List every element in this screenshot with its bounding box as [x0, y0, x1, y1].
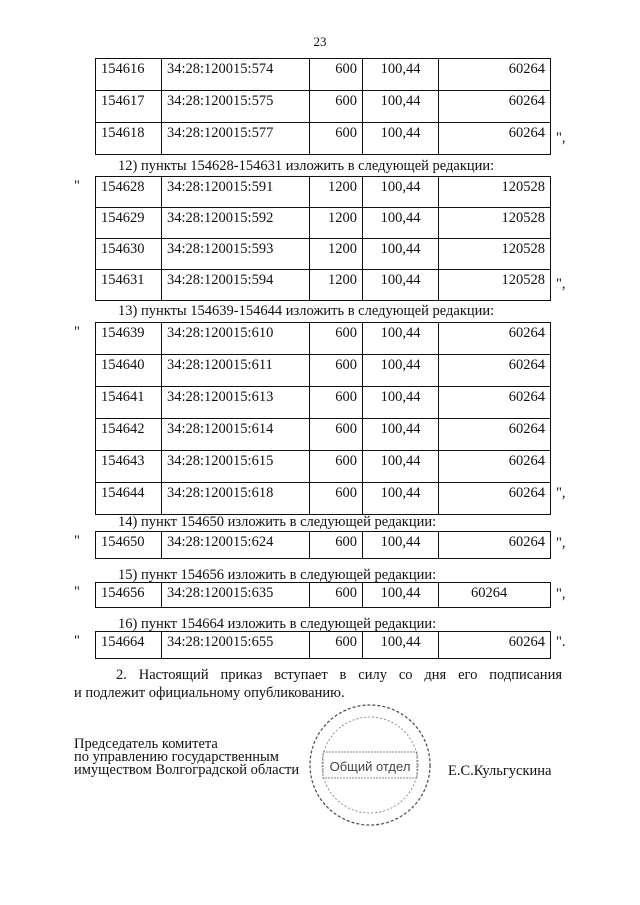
cadastral-value-cell: 120528 [439, 208, 551, 239]
cadastral-value-cell: 60264 [439, 123, 551, 155]
area-cell: 600 [310, 532, 363, 559]
table-row [96, 632, 551, 659]
cadastral-number-cell: 34:28:120015:611 [162, 355, 310, 387]
cadastral-value-cell: 60264 [439, 632, 551, 659]
cadastral-value-cell: 60264 [439, 583, 551, 608]
row-number-cell: 154642 [96, 419, 162, 451]
table-row [96, 451, 551, 483]
specific-value-cell: 100,44 [363, 239, 439, 270]
area-cell: 600 [310, 123, 363, 155]
stamp-seal [305, 700, 435, 830]
cadastral-number-cell: 34:28:120015:594 [162, 270, 310, 301]
signature-title [74, 738, 299, 777]
cadastral-number-cell: 34:28:120015:574 [162, 59, 310, 91]
table-row [96, 59, 551, 91]
table-row [96, 323, 551, 355]
cadastral-number-cell: 34:28:120015:655 [162, 632, 310, 659]
cadastral-number-cell: 34:28:120015:610 [162, 323, 310, 355]
specific-value-cell: 100,44 [363, 323, 439, 355]
cadastral-number-cell: 34:28:120015:577 [162, 123, 310, 155]
table-row [96, 419, 551, 451]
specific-value-cell: 100,44 [363, 387, 439, 419]
table-row [96, 387, 551, 419]
cadastral-number-cell: 34:28:120015:635 [162, 583, 310, 608]
specific-value-cell: 100,44 [363, 91, 439, 123]
table-row [96, 208, 551, 239]
cadastral-value-cell: 120528 [439, 239, 551, 270]
section-heading-16: 16) пункт 154664 изложить в следующей редакции: [118, 616, 437, 632]
section-heading-15: 15) пункт 154656 изложить в следующей редакции: [118, 567, 437, 583]
area-cell: 1200 [310, 208, 363, 239]
cadastral-value-cell: 60264 [439, 323, 551, 355]
closing-quote: ", [556, 535, 566, 551]
table-item-12 [95, 176, 551, 301]
row-number-cell: 154628 [96, 177, 162, 208]
area-cell: 1200 [310, 270, 363, 301]
table-row [96, 483, 551, 515]
cadastral-number-cell: 34:28:120015:591 [162, 177, 310, 208]
area-cell: 600 [310, 91, 363, 123]
specific-value-cell: 100,44 [363, 59, 439, 91]
paragraph-line-1: 2. Настоящий приказ вступает в силу со дня его подписания [116, 667, 562, 683]
cadastral-number-cell: 34:28:120015:593 [162, 239, 310, 270]
paragraph-line-2: и подлежит официальному опубликованию. [74, 685, 345, 701]
closing-quote: ", [556, 130, 566, 146]
area-cell: 600 [310, 355, 363, 387]
area-cell: 1200 [310, 239, 363, 270]
specific-value-cell: 100,44 [363, 208, 439, 239]
area-cell: 600 [310, 323, 363, 355]
section-heading-13: 13) пункты 154639-154644 изложить в следующей редакции: [118, 303, 495, 319]
signature-title-line-1: Председатель комитета [74, 736, 218, 752]
page-number: 23 [313, 34, 327, 49]
cadastral-value-cell: 120528 [439, 177, 551, 208]
specific-value-cell: 100,44 [363, 532, 439, 559]
specific-value-cell: 100,44 [363, 419, 439, 451]
table-item-15 [95, 582, 551, 608]
closing-quote: ". [556, 634, 566, 650]
opening-quote: " [74, 584, 80, 600]
area-cell: 600 [310, 59, 363, 91]
area-cell: 600 [310, 632, 363, 659]
row-number-cell: 154641 [96, 387, 162, 419]
table-item-13 [95, 322, 551, 515]
area-cell: 600 [310, 387, 363, 419]
table-row [96, 91, 551, 123]
specific-value-cell: 100,44 [363, 355, 439, 387]
cadastral-value-cell: 60264 [439, 483, 551, 515]
row-number-cell: 154643 [96, 451, 162, 483]
row-number-cell: 154639 [96, 323, 162, 355]
opening-quote: " [74, 633, 80, 649]
row-number-cell: 154650 [96, 532, 162, 559]
row-number-cell: 154640 [96, 355, 162, 387]
cadastral-value-cell: 60264 [439, 355, 551, 387]
row-number-cell: 154617 [96, 91, 162, 123]
paragraph-entry-into-force [74, 666, 562, 702]
area-cell: 1200 [310, 177, 363, 208]
cadastral-value-cell: 120528 [439, 270, 551, 301]
cadastral-number-cell: 34:28:120015:613 [162, 387, 310, 419]
table-row [96, 270, 551, 301]
table-row [96, 123, 551, 155]
specific-value-cell: 100,44 [363, 270, 439, 301]
table-row [96, 355, 551, 387]
cadastral-number-cell: 34:28:120015:614 [162, 419, 310, 451]
signatory-name: Е.С.Кульгускина [448, 763, 552, 779]
cadastral-value-cell: 60264 [439, 419, 551, 451]
row-number-cell: 154629 [96, 208, 162, 239]
section-heading-14: 14) пункт 154650 изложить в следующей редакции: [118, 514, 437, 530]
signature-title-line-3: имуществом Волгоградской области [74, 762, 300, 778]
specific-value-cell: 100,44 [363, 451, 439, 483]
stamp-center-text: Общий отдел [329, 759, 411, 774]
specific-value-cell: 100,44 [363, 123, 439, 155]
specific-value-cell: 100,44 [363, 177, 439, 208]
row-number-cell: 154656 [96, 583, 162, 608]
specific-value-cell: 100,44 [363, 483, 439, 515]
row-number-cell: 154616 [96, 59, 162, 91]
cadastral-number-cell: 34:28:120015:615 [162, 451, 310, 483]
table-row [96, 583, 551, 608]
table-row [96, 177, 551, 208]
opening-quote: " [74, 533, 80, 549]
cadastral-number-cell: 34:28:120015:618 [162, 483, 310, 515]
table-row [96, 532, 551, 559]
specific-value-cell: 100,44 [363, 632, 439, 659]
area-cell: 600 [310, 451, 363, 483]
closing-quote: ", [556, 586, 566, 602]
table-item-16 [95, 631, 551, 659]
cadastral-number-cell: 34:28:120015:624 [162, 532, 310, 559]
cadastral-number-cell: 34:28:120015:575 [162, 91, 310, 123]
area-cell: 600 [310, 419, 363, 451]
area-cell: 600 [310, 483, 363, 515]
cadastral-value-cell: 60264 [439, 532, 551, 559]
row-number-cell: 154631 [96, 270, 162, 301]
row-number-cell: 154630 [96, 239, 162, 270]
table-item-14 [95, 531, 551, 559]
cadastral-value-cell: 60264 [439, 451, 551, 483]
closing-quote: ", [556, 276, 566, 292]
row-number-cell: 154618 [96, 123, 162, 155]
opening-quote: " [74, 178, 80, 194]
area-cell: 600 [310, 583, 363, 608]
opening-quote: " [74, 324, 80, 340]
cadastral-value-cell: 60264 [439, 91, 551, 123]
cadastral-value-cell: 60264 [439, 387, 551, 419]
closing-quote: ", [556, 485, 566, 501]
cadastral-number-cell: 34:28:120015:592 [162, 208, 310, 239]
table-continuation [95, 58, 551, 155]
cadastral-value-cell: 60264 [439, 59, 551, 91]
section-heading-12: 12) пункты 154628-154631 изложить в следующей редакции: [118, 158, 495, 174]
row-number-cell: 154644 [96, 483, 162, 515]
row-number-cell: 154664 [96, 632, 162, 659]
signature-title-line-2: по управлению государственным [74, 749, 279, 765]
specific-value-cell: 100,44 [363, 583, 439, 608]
table-row [96, 239, 551, 270]
